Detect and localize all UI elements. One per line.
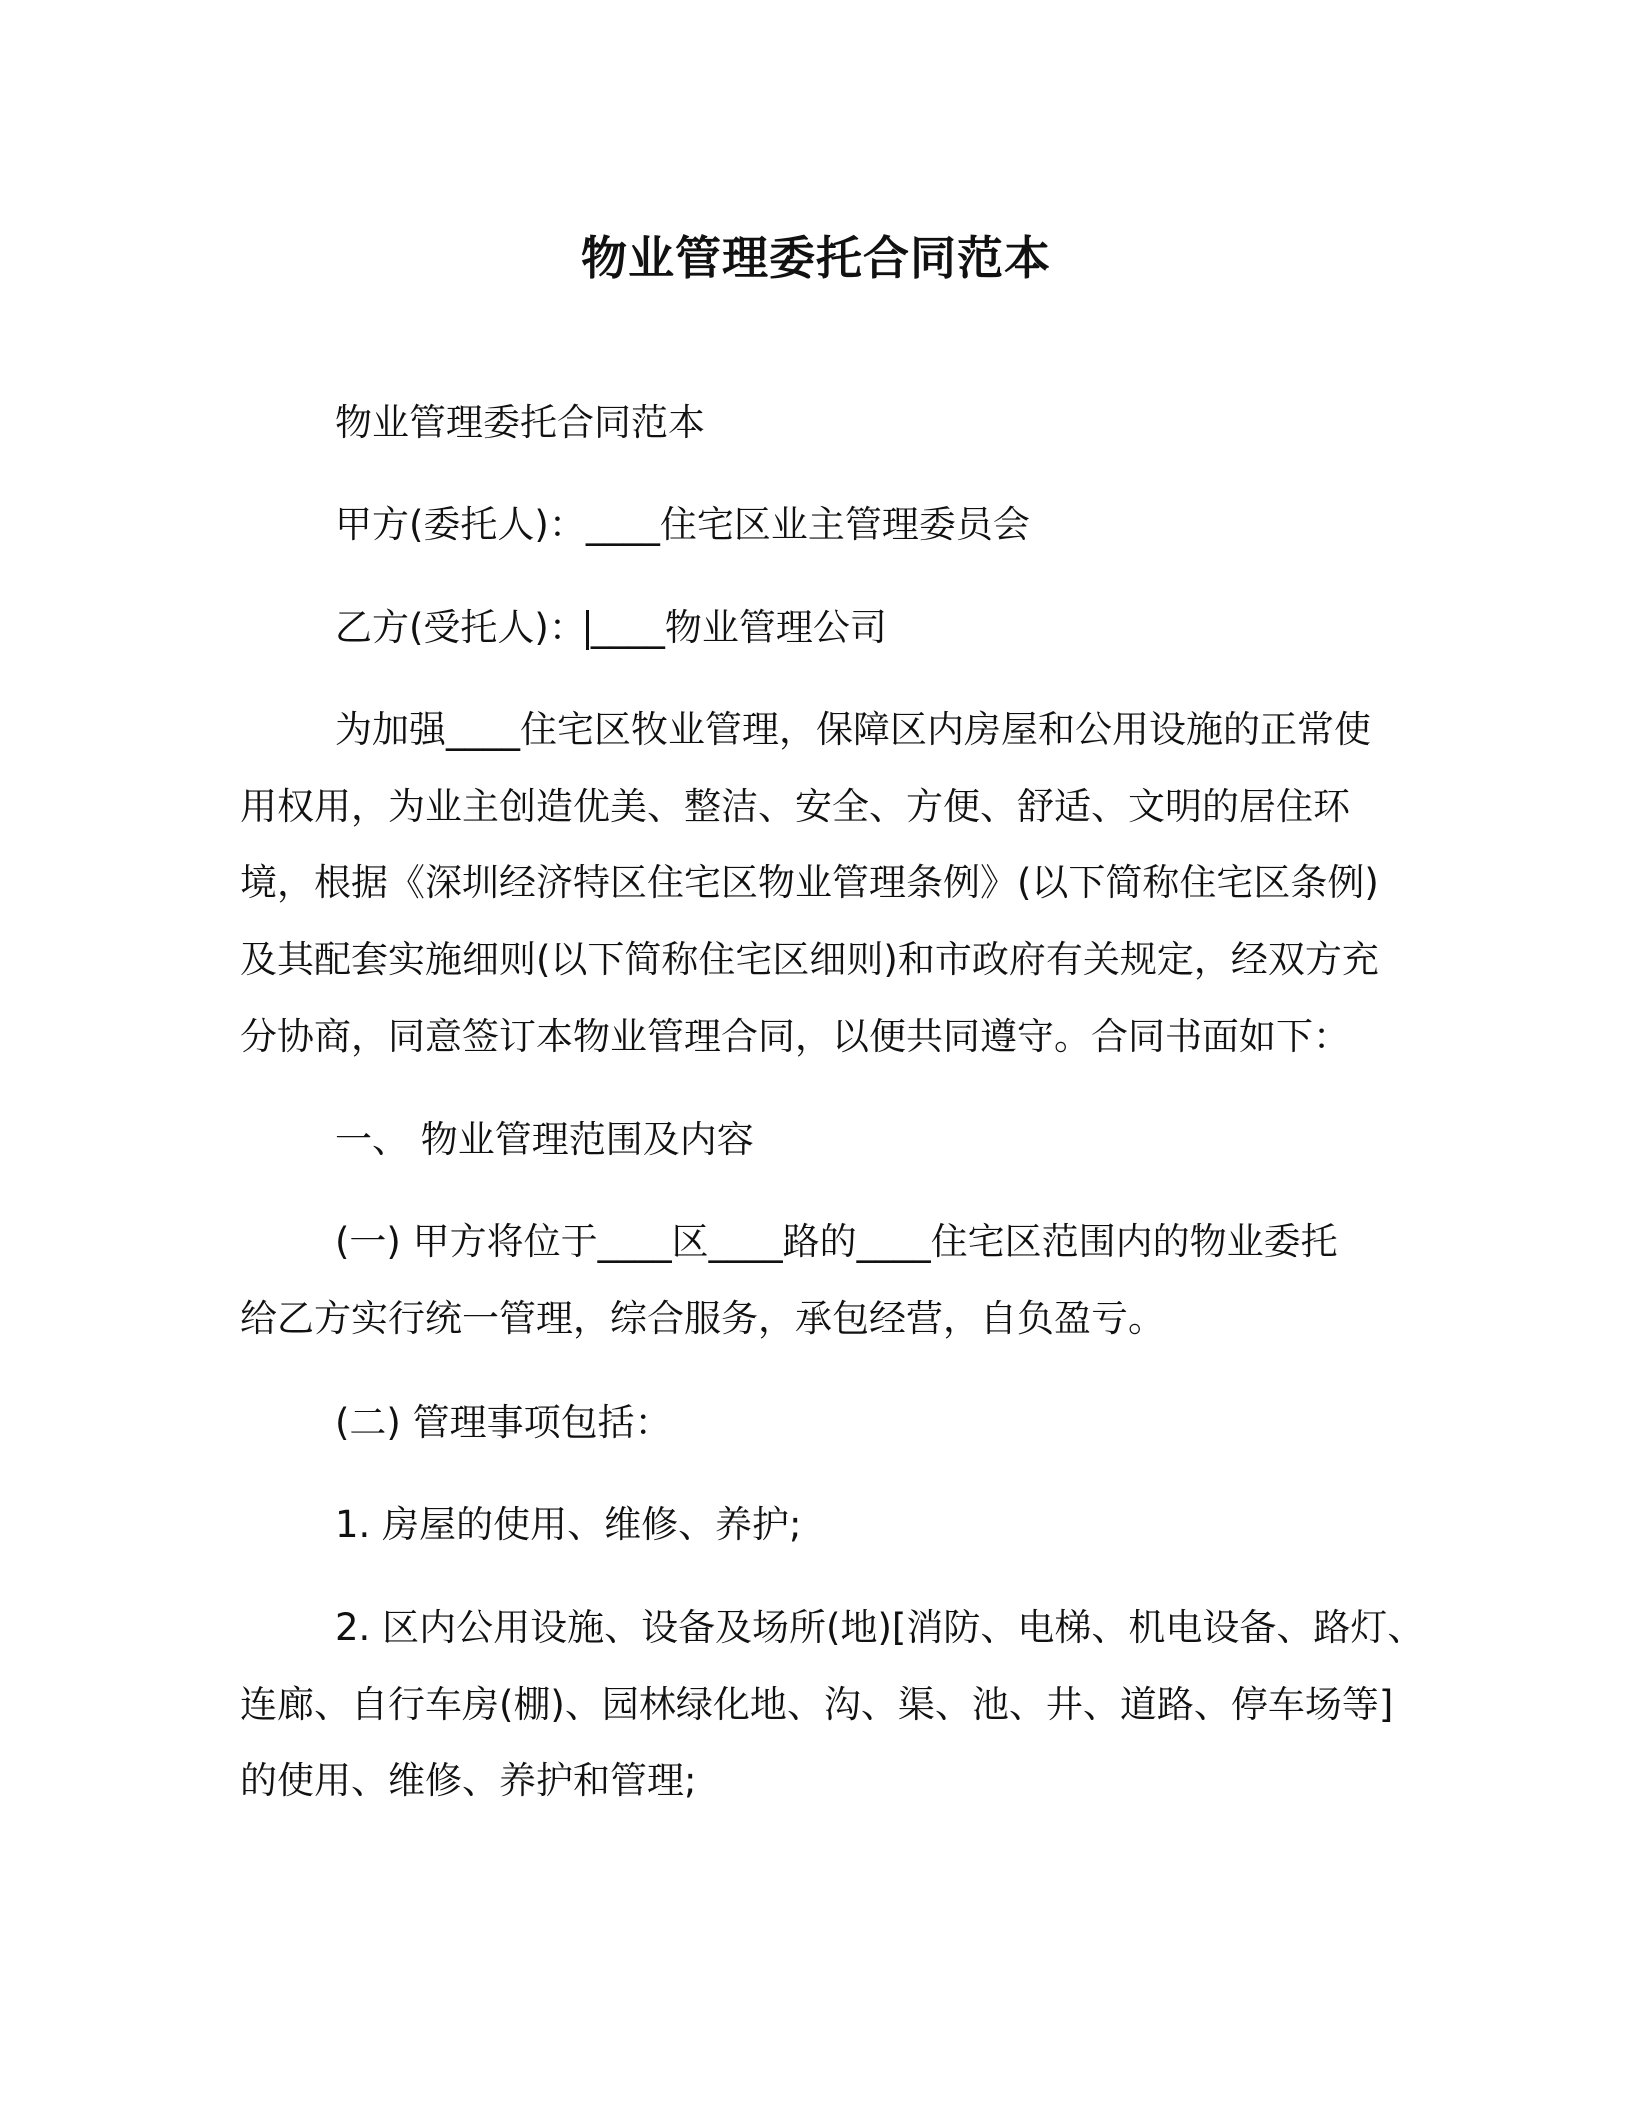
item-1-line: 1. 房屋的使用、维修、养护; — [335, 1503, 802, 1546]
item-2-line: 连廊、自行车房(棚)、园林绿化地、沟、渠、池、井、道路、停车场等] — [240, 1683, 1394, 1726]
preamble-line: 为加强____住宅区牧业管理，保障区内房屋和公用设施的正常使 — [335, 708, 1371, 751]
document-title: 物业管理委托合同范本 — [581, 231, 1051, 285]
item-2-line: 的使用、维修、养护和管理; — [240, 1759, 697, 1802]
section-1-heading: 一、 物业管理范围及内容 — [335, 1118, 754, 1161]
party-b-label: 乙方(受托人)： — [335, 606, 586, 649]
preamble-line: 分协商，同意签订本物业管理合同，以便共同遵守。合同书面如下： — [240, 1015, 1350, 1058]
party-a-line: 甲方(委托人)：____住宅区业主管理委员会 — [335, 503, 1030, 546]
preamble-line: 用权用，为业主创造优美、整洁、安全、方便、舒适、文明的居住环 — [240, 785, 1350, 828]
clause-2-line: (二) 管理事项包括： — [335, 1401, 672, 1444]
preamble-line: 境，根据《深圳经济特区住宅区物业管理条例》(以下简称住宅区条例) — [240, 861, 1379, 904]
text-cursor — [586, 610, 589, 650]
item-2-line: 2. 区内公用设施、设备及场所(地)[消防、电梯、机电设备、路灯、 — [335, 1606, 1425, 1649]
party-b-name: ____物业管理公司 — [590, 606, 887, 649]
clause-1-line: (一) 甲方将位于____区____路的____住宅区范围内的物业委托 — [335, 1220, 1338, 1263]
clause-1-line: 给乙方实行统一管理，综合服务，承包经营，自负盈亏。 — [240, 1297, 1165, 1340]
document-subtitle: 物业管理委托合同范本 — [335, 401, 705, 444]
preamble-line: 及其配套实施细则(以下简称住宅区细则)和市政府有关规定，经双方充 — [240, 938, 1379, 981]
party-b-line — [335, 603, 1515, 653]
